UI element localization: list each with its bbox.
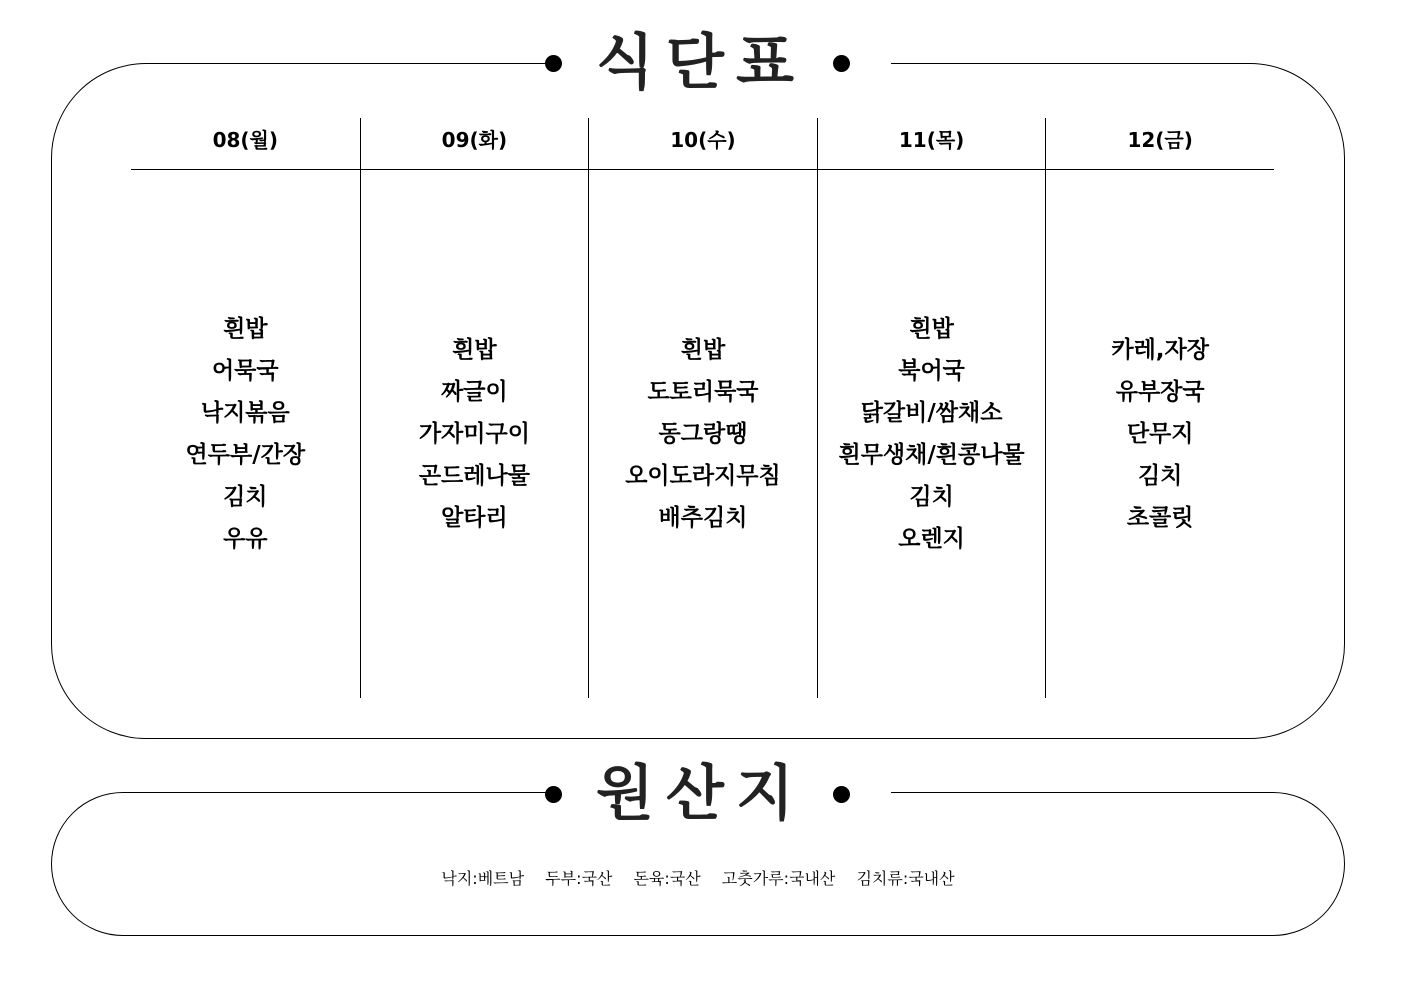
origin-list [51,864,1345,894]
dish: 알타리 [441,505,508,531]
day-dishes [361,170,589,698]
dish: 연두부/간장 [185,442,306,468]
title-dot-right [833,786,850,803]
day-column-thu [817,118,1046,698]
day-dishes [131,170,360,698]
dish: 닭갈비/쌈채소 [860,400,1003,426]
day-header: 08(월) [131,118,360,170]
dish: 배추김치 [658,505,748,531]
origin-title: 원산지 [596,759,806,829]
day-header: 11(목) [818,118,1046,170]
origin-item: 김치류:국내산 [856,869,955,888]
dish: 동그랑땡 [658,421,748,447]
origin-item: 고춧가루:국내산 [721,869,836,888]
menu-table [131,118,1274,698]
dish: 오렌지 [898,526,965,552]
menu-title-bar [51,23,1345,103]
dish: 흰밥 [680,337,726,363]
dish: 김치 [223,484,268,510]
origin-item: 돈육:국산 [633,869,701,888]
day-dishes [818,170,1046,698]
day-column-fri [1045,118,1274,698]
dish: 흰밥 [909,316,954,342]
dish: 흰무생채/흰콩나물 [838,442,1025,468]
origin-item: 낙지:베트남 [441,869,525,888]
day-header: 12(금) [1046,118,1274,170]
dish: 우유 [223,526,268,552]
title-dot-left [545,55,562,72]
origin-item: 두부:국산 [545,869,613,888]
dish: 도토리묵국 [647,379,759,405]
dish: 오이도라지무침 [625,463,781,489]
day-column-mon [131,118,360,698]
dish: 북어국 [898,358,965,384]
day-header: 10(수) [589,118,817,170]
title-dot-right [833,55,850,72]
dish: 단무지 [1126,421,1194,447]
dish: 초콜릿 [1126,505,1194,531]
dish: 김치 [909,484,954,510]
dish: 곤드레나물 [418,463,530,489]
dish: 카레,자장 [1111,337,1209,363]
dish: 흰밥 [223,316,268,342]
dish: 짜글이 [441,379,508,405]
day-dishes [1046,170,1274,698]
day-dishes [589,170,817,698]
dish: 어묵국 [211,358,279,384]
day-header: 09(화) [361,118,589,170]
origin-title-bar [51,754,1345,834]
dish: 가자미구이 [418,421,530,447]
day-column-wed [588,118,817,698]
dish: 김치 [1137,463,1183,489]
title-dot-left [545,786,562,803]
dish: 낙지볶음 [200,400,290,426]
dish: 유부장국 [1115,379,1205,405]
day-column-tue [360,118,589,698]
menu-title: 식단표 [596,28,806,98]
dish: 흰밥 [452,337,497,363]
